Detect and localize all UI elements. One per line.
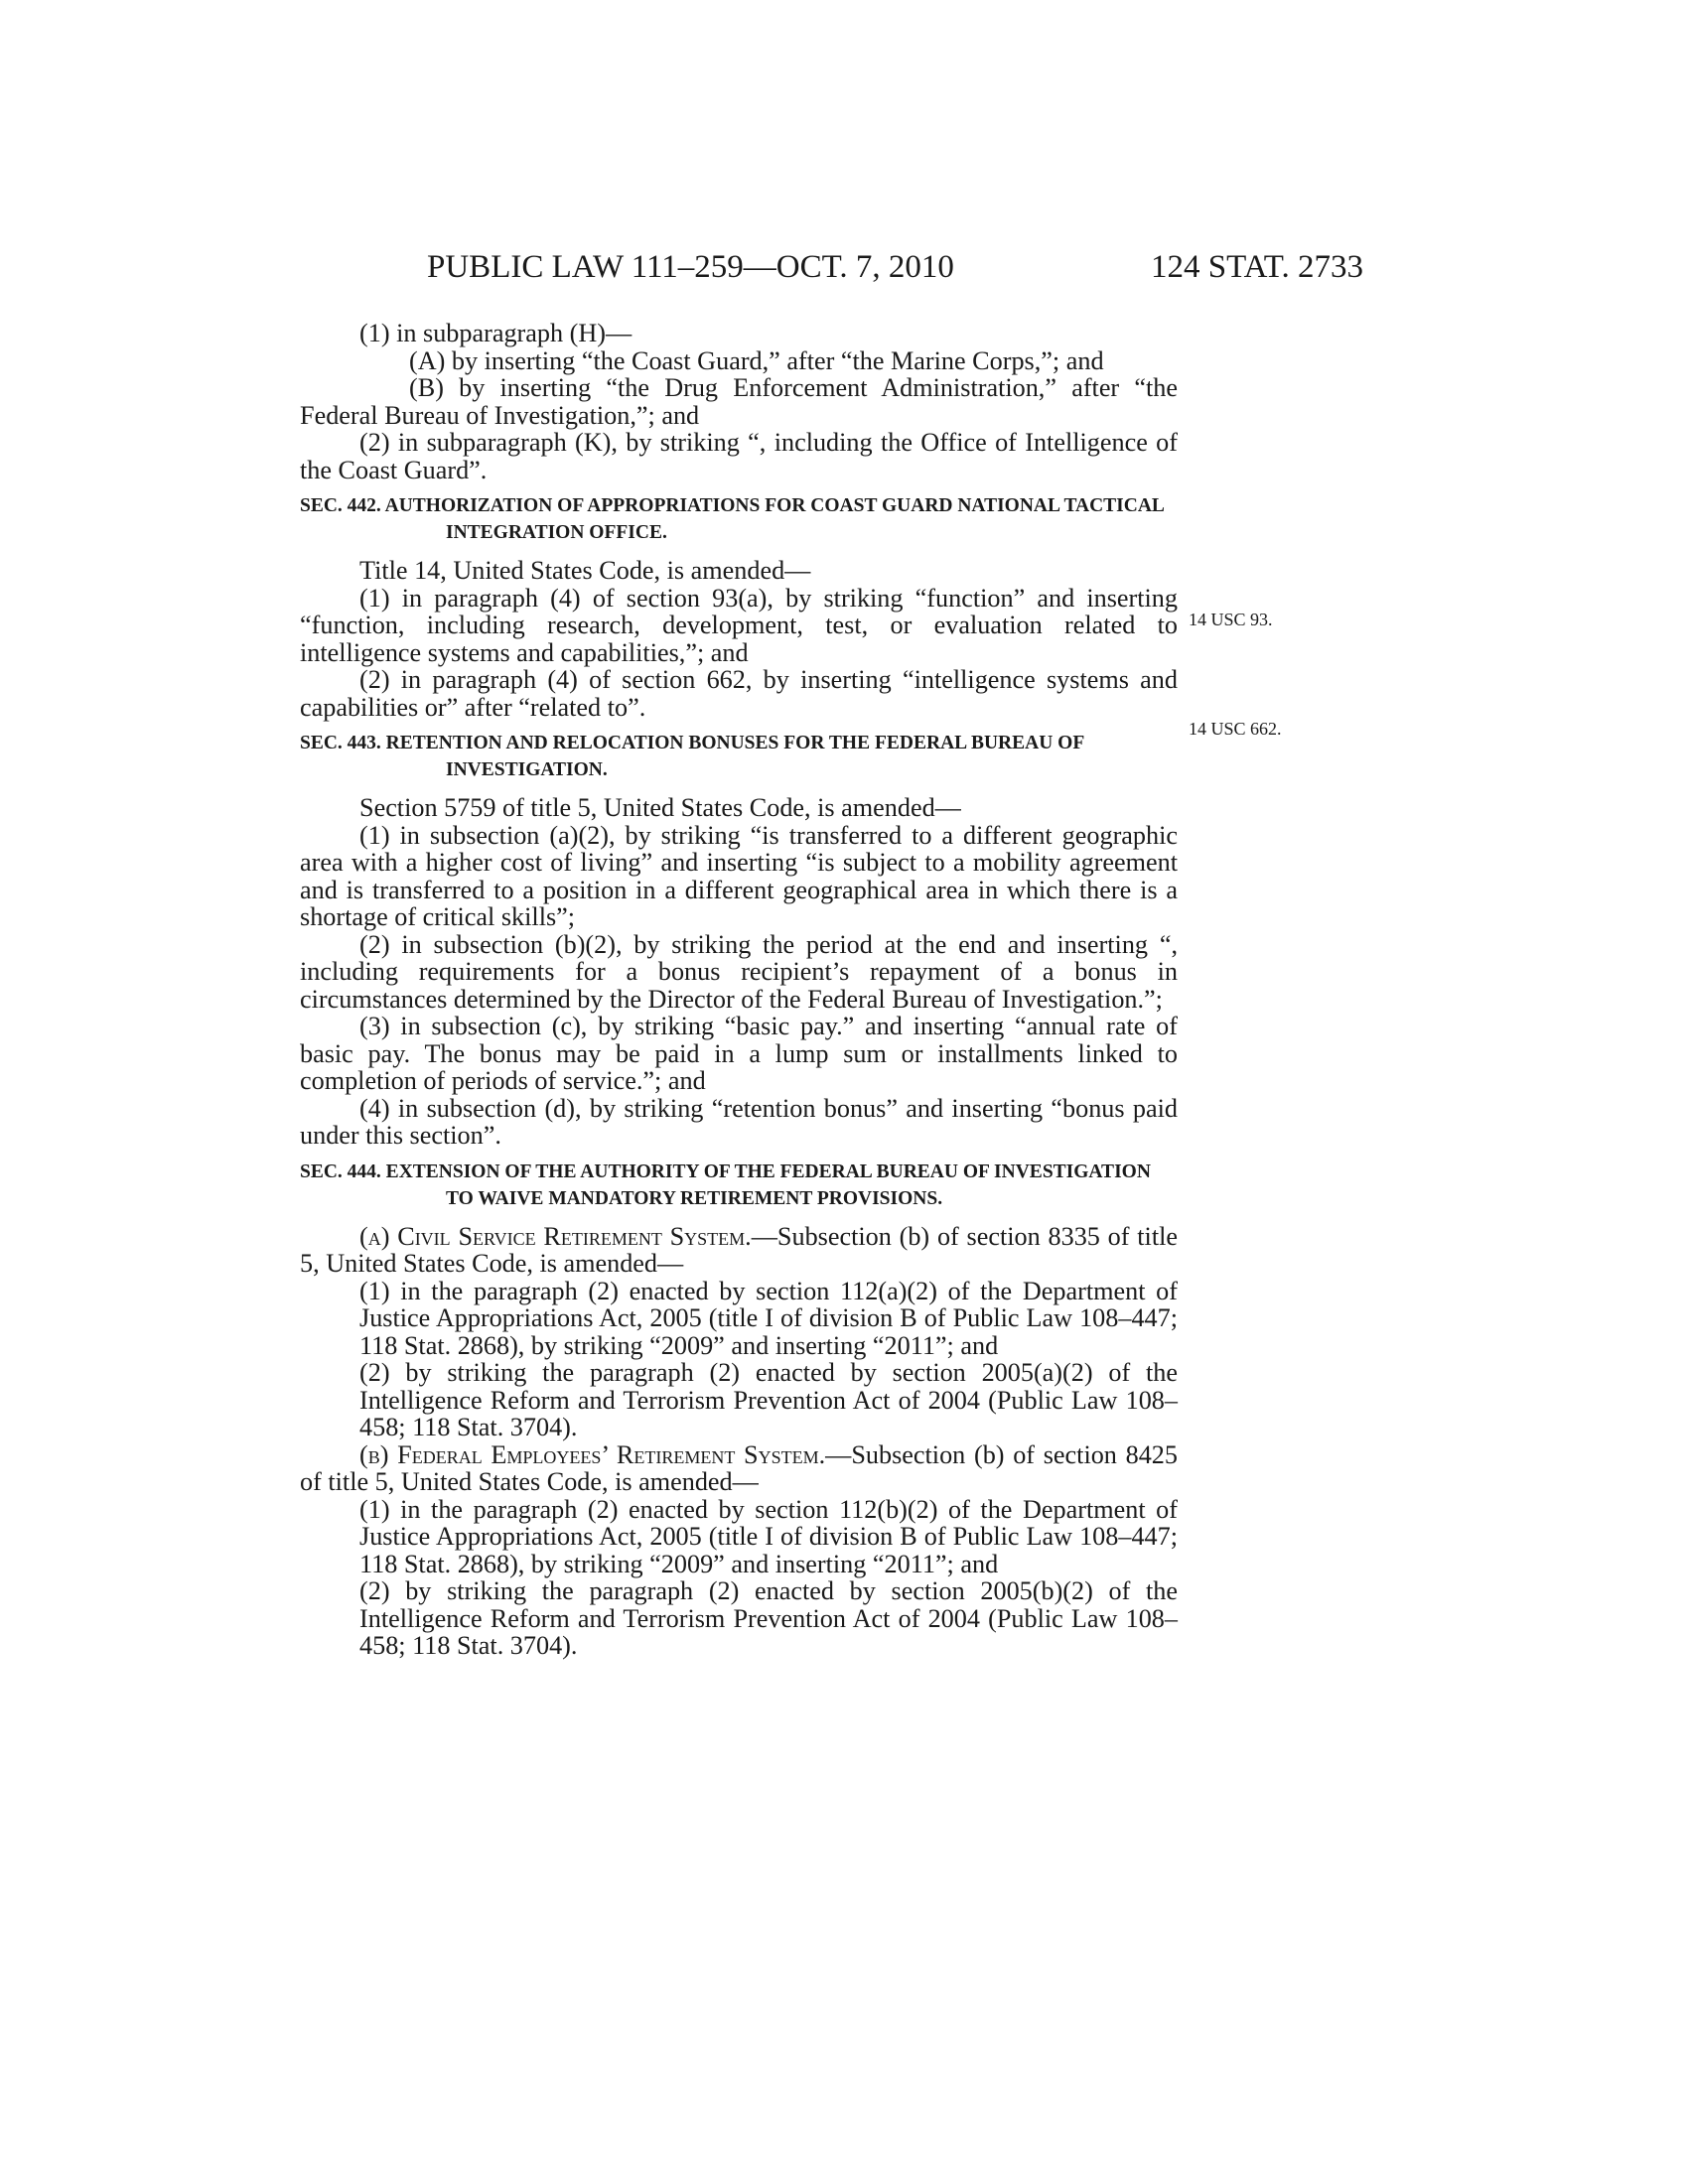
page-number: 124 STAT. 2733: [1151, 249, 1364, 285]
subsection-heading: (a) Civil Service Retirement System.: [359, 1221, 752, 1251]
paragraph: Section 5759 of title 5, United States Code, is amended—: [359, 793, 961, 822]
paragraph: (1) in subsection (a)(2), by striking “is transferred to a different geographic area with a higher cost of living” and inserting “is subject to a mobility agreement and is transferred to a position in a different geographical area in which there is a shortage of critical skills”;: [300, 820, 1178, 931]
paragraph: (2) in subsection (b)(2), by striking the period at the end and inserting “, including requirements for a bonus recipient’s repayment of a bonus in circumstances determined by the Director of the Federal Bureau of Investigation.”;: [300, 929, 1178, 1014]
paragraph: (2) by striking the paragraph (2) enacted by section 2005(a)(2) of the Intelligence Reform and Terrorism Prevention Act of 2004 (Public Law 108–458; 118 Stat. 3704).: [359, 1358, 1178, 1441]
paragraph: (1) in the paragraph (2) enacted by section 112(a)(2) of the Department of Justice Appropriations Act, 2005 (title I of division B of Public Law 108–447; 118 Stat. 2868), by striking “2009” and inserting “2011”; and: [359, 1276, 1178, 1360]
paragraph: (4) in subsection (d), by striking “retention bonus” and inserting “bonus paid under this section”.: [300, 1093, 1178, 1150]
margin-note: 14 USC 93.: [1189, 610, 1273, 629]
section-heading: SEC. 443. RETENTION AND RELOCATION BONUSES FOR THE FEDERAL BUREAU OF INVESTIGATION.: [300, 733, 1084, 780]
paragraph: (3) in subsection (c), by striking “basic pay.” and inserting “annual rate of basic pay. The bonus may be paid in a lump sum or installments linked to completion of periods of service.”; and: [300, 1012, 1178, 1095]
subsection: [300, 1223, 1178, 1278]
paragraph: (1) in subparagraph (H)—: [359, 319, 633, 347]
section-heading: SEC. 444. EXTENSION OF THE AUTHORITY OF THE FEDERAL BUREAU OF INVESTIGATION TO WAIVE MANDATORY RETIREMENT PROVISIONS.: [300, 1160, 1151, 1209]
paragraph: (2) by striking the paragraph (2) enacted by section 2005(b)(2) of the Intelligence Reform and Terrorism Prevention Act of 2004 (Public Law 108–458; 118 Stat. 3704).: [359, 1576, 1178, 1660]
document-body: [300, 320, 1178, 1660]
paragraph: (2) in paragraph (4) of section 662, by inserting “intelligence systems and capabilities or” after “related to”.: [300, 665, 1178, 722]
paragraph: (1) in the paragraph (2) enacted by section 112(b)(2) of the Department of Justice Appropriations Act, 2005 (title I of division B of Public Law 108–447; 118 Stat. 2868), by striking “2009” and inserting “2011”; and: [359, 1494, 1178, 1578]
paragraph: (A) by inserting “the Coast Guard,” after “the Marine Corps,”; and: [409, 345, 1104, 375]
paragraph: (B) by inserting “the Drug Enforcement Administration,” after “the Federal Bureau of Investigation,”; and: [300, 373, 1178, 430]
paragraph: (2) in subparagraph (K), by striking “, including the Office of Intelligence of the Coast Guard”.: [300, 428, 1178, 484]
paragraph: Title 14, United States Code, is amended—: [359, 556, 811, 585]
subsection-text: —Subsection (b) of section 8425 of title 5, United States Code, is amended—: [300, 1439, 1178, 1496]
running-header-title: PUBLIC LAW 111–259—OCT. 7, 2010: [427, 249, 954, 285]
subsection-text: —Subsection (b) of section 8335 of title 5, United States Code, is amended—: [300, 1221, 1178, 1278]
section-heading: SEC. 442. AUTHORIZATION OF APPROPRIATIONS FOR COAST GUARD NATIONAL TACTICAL INTEGRATION OFFICE.: [300, 495, 1164, 543]
subsection-heading: (b) Federal Employees’ Retirement System.: [359, 1439, 826, 1469]
margin-note: 14 USC 662.: [1189, 719, 1282, 739]
paragraph: (1) in paragraph (4) of section 93(a), by striking “function” and inserting “function, including research, development, test, or evaluation related to intelligence systems and capabilities,”; and: [300, 583, 1178, 667]
subsection: [300, 1441, 1178, 1496]
